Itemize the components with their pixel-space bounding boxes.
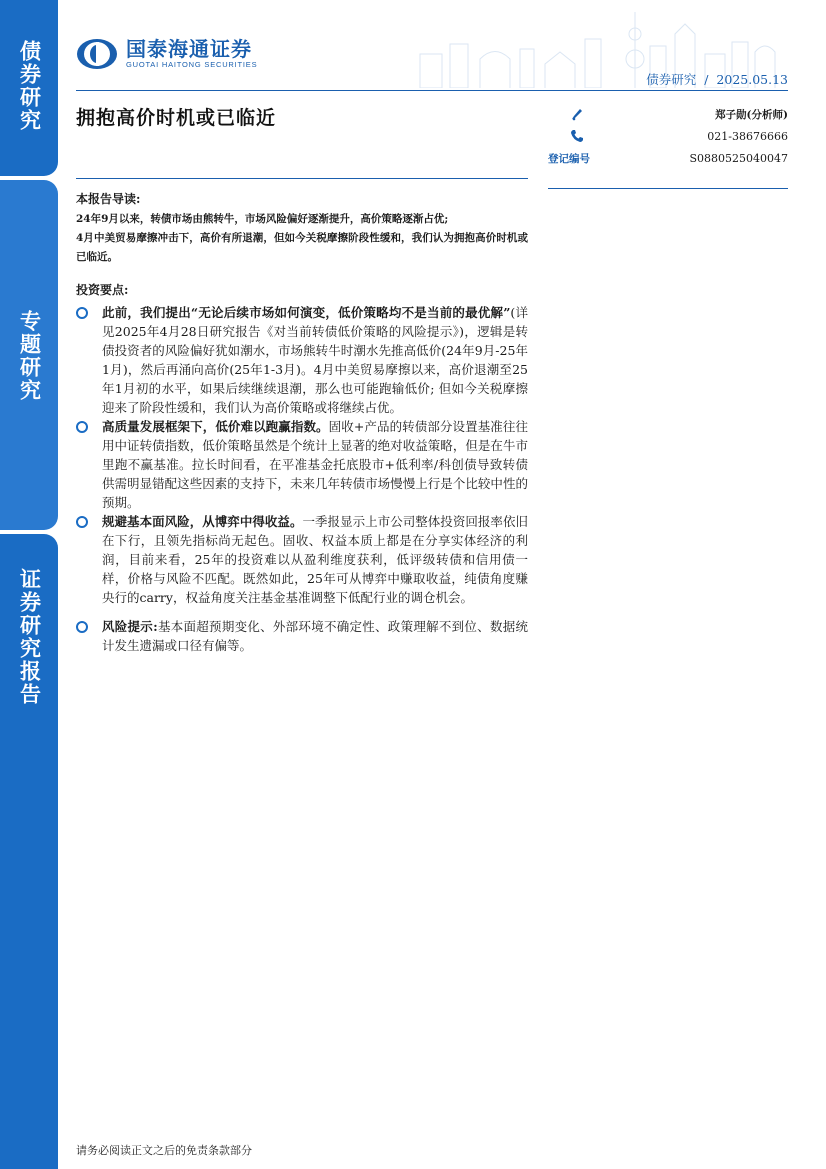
sidebar-tab-securities-report: [0, 534, 58, 1169]
list-item: [76, 417, 528, 512]
list-item: [76, 303, 528, 417]
pen-icon: [570, 107, 584, 121]
list-item: [76, 512, 528, 607]
risk-warning: [76, 617, 528, 655]
points-heading: 投资要点:: [76, 283, 129, 297]
analyst-phone: 021-38676666: [707, 129, 788, 143]
registration-label: 登记编号: [548, 152, 590, 165]
meta-separator: /: [704, 72, 709, 87]
point-3-bold: 规避基本面风险，从博弈中得收益。: [102, 514, 303, 529]
analyst-info: [548, 103, 788, 169]
page-title: 拥抱高价时机或已临近: [76, 107, 277, 129]
title-divider: [76, 178, 528, 179]
logo-name-en: GUOTAI HAITONG SECURITIES: [126, 60, 258, 69]
report-summary: [76, 190, 528, 655]
point-1-bold: 此前，我们提出“无论后续市场如何演变，低价策略均不是当前的最优解”: [102, 305, 511, 320]
bullet-icon: [76, 307, 88, 319]
registration-number: S0880525040047: [689, 151, 788, 165]
bullet-icon: [76, 421, 88, 433]
sidebar-label-top: 债券研究: [17, 40, 42, 132]
point-2-text: 固收+产品的转债部分设置基准往往用中证转债指数，低价策略虽然是个统计上显著的绝对收益策略，但是在牛市里跑不赢基准。拉长时间看，在平准基金托底股市+低利率/科创债导致转债供需明显错配这些因素的支持下，未来几年转债市场慢慢上行是个比较中性的预期。: [102, 419, 528, 510]
risk-text: 基本面超预期变化、外部环境不确定性、政策理解不到位、数据统计发生遗漏或口径有偏等。: [102, 619, 528, 653]
sidebar-label-middle: 专题研究: [17, 310, 42, 402]
company-logo: [76, 38, 257, 70]
info-divider: [548, 188, 788, 189]
sidebar-tab-bond-research: [0, 0, 58, 176]
guide-text: [76, 210, 528, 267]
guide-line-1: 24年9月以来，转债市场由熊转牛，市场风险偏好逐渐提升，高价策略逐渐占优;: [76, 213, 449, 225]
phone-icon: [570, 129, 584, 143]
disclaimer-footer: 请务必阅读正文之后的免责条款部分: [76, 1144, 252, 1157]
risk-bold: 风险提示:: [102, 619, 158, 634]
analyst-name: 郑子勋(分析师): [715, 108, 788, 121]
logo-mark-icon: [76, 38, 118, 70]
guide-line-2: 4月中美贸易摩擦冲击下，高价有所退潮，但如今关税摩擦阶段性缓和，我们认为拥抱高价时机或已临近。: [76, 232, 528, 263]
bullet-icon: [76, 621, 88, 633]
point-3-text: 一季报显示上市公司整体投资回报率依旧在下行，且领先指标尚无起色。固收、权益本质上都是在分享实体经济的利润，目前来看，25年的投资难以从盈利维度获利，低评级转债和信用债一样，价格与风险不匹配。既然如此，25年可从博弈中赚取收益，纯债角度赚央行的carry，权益角度关注基金基准调整下低配行业的调仓机会。: [102, 514, 528, 605]
report-date: 2025.05.13: [716, 72, 788, 87]
sidebar-tab-special-research: [0, 180, 58, 530]
header-divider: [76, 90, 788, 91]
report-meta: [642, 70, 788, 88]
investment-points: [76, 303, 528, 655]
logo-name-cn: 国泰海通证券: [126, 37, 252, 61]
guide-heading: 本报告导读:: [76, 192, 141, 206]
bullet-icon: [76, 516, 88, 528]
sidebar-label-bottom: 证券研究报告: [17, 568, 42, 706]
point-2-bold: 高质量发展框架下，低价难以跑赢指数。: [102, 419, 329, 434]
report-category: 债券研究: [646, 72, 697, 87]
point-1-text: (详见2025年4月28日研究报告《对当前转债低价策略的风险提示》)，逻辑是转债投资者的风险偏好犹如潮水，市场熊转牛时潮水先推高低价(24年9月-25年1月)，然后再涌向高价(25年1-3月)。4月中美贸易摩擦以来，高价退潮至25年1月初的水平，如果后续继续退潮，那么也可能跑输低价; 但如今关税摩擦迎来了阶段性缓和，我们认为高价策略或将继续占优。: [102, 305, 528, 415]
